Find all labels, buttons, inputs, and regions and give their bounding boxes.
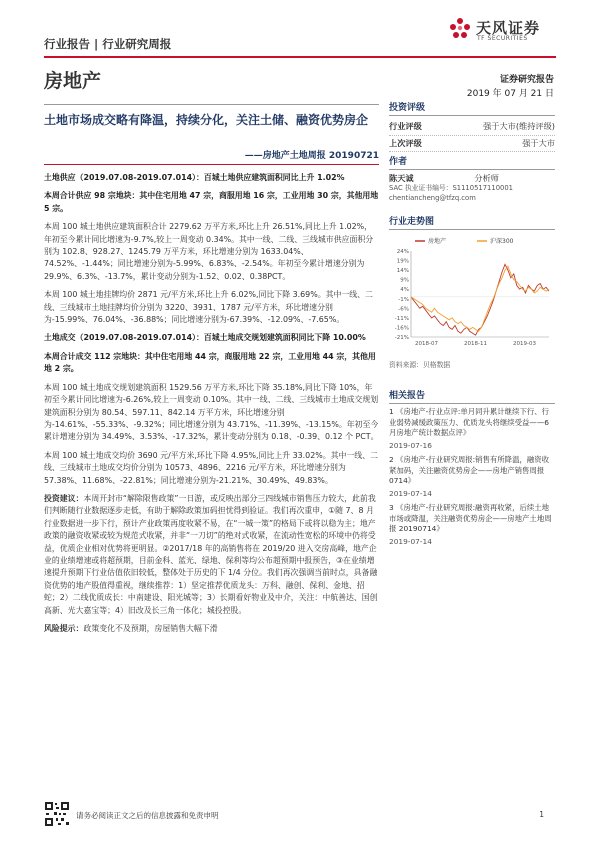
related-report-date: 2019-07-14 (389, 537, 432, 547)
y-tick-label: -1% (398, 296, 409, 303)
logo (448, 14, 558, 44)
section-heading-transaction: 土地成交（2019.07.08-2019.07.014）：百城土地成交规划建筑面积同比下降 10.00% (44, 333, 366, 343)
related-title: 相关报告 (389, 388, 555, 404)
risk-label: 风险提示： (44, 624, 84, 633)
rating-value: 强于大市 (522, 137, 555, 148)
report-tag: 行业报告 | 行业研究周报 (44, 37, 172, 51)
rating-key: 上次评级 (389, 137, 422, 148)
author-line (389, 173, 555, 184)
transaction-summary: 本周合计成交 112 宗地块：其中住宅用地 44 宗，商服用地 22 宗，工业用地 44 宗，其他用地 2 宗。 (44, 351, 376, 374)
y-tick-label: -16% (394, 325, 409, 332)
investment-advice (44, 493, 379, 617)
industry-category: 房地产 (44, 70, 102, 92)
rating-title: 投资评级 (389, 100, 555, 116)
y-tick-label: 4% (400, 287, 409, 294)
related-report[interactable]: 1 《房地产-行业点评:单月同升累计继续下行、行业弱势减缓政策压力、优质龙头将继续受益——6 月房地产统计数据点评》 (389, 407, 550, 438)
rating-value: 强于大市(维持评级) (483, 121, 555, 131)
y-tick-label: 19% (396, 258, 409, 265)
trend-chart-svg (389, 233, 555, 358)
logo-text: 天风证券 (476, 19, 541, 37)
qr-code-icon (44, 801, 70, 827)
related-report-date: 2019-07-14 (389, 489, 432, 499)
transaction-price-paragraph: 本周 100 城土地成交均价 3690 元/平方米,环比下降 4.95%,同比上升 33.02%。其中一线、二线、三线城市土地成交均价分别为 10573、4896、2216 元/平方米，环比增速分别为 57.38%、11.68%、-22.81%；同比增速分别为-21.21%、30.49%、49.83%。 (44, 450, 378, 485)
chart-source: 资料来源：贝格数据 (389, 361, 451, 369)
author-role: 分析师 (474, 173, 499, 183)
title-top-rule (44, 104, 379, 105)
report-kind: 证券研究报告 (499, 75, 554, 85)
rating-key: 行业评级 (389, 121, 422, 131)
related-list (389, 407, 555, 548)
series-line-0 (411, 264, 549, 335)
trend-block (389, 214, 555, 369)
x-tick-label: 2018-11 (464, 341, 487, 347)
footer-disclaimer[interactable]: 请务必阅读正文之后的信息披露和免责申明 (76, 811, 219, 820)
related-report[interactable]: 2 《房地产-行业研究周报:销售有所降温，融资收紧加码，关注融资优势房企——房地产销售周报 0714》 (389, 454, 550, 486)
risk-text: 政策变化不及预期，房屋销售大幅下滑 (83, 624, 218, 633)
legend-label: 沪深300 (490, 238, 514, 245)
author-block (389, 154, 555, 204)
y-tick-label: 14% (396, 268, 409, 275)
y-tick-label: 24% (396, 249, 409, 255)
trend-chart (389, 233, 555, 358)
trend-title: 行业走势图 (389, 214, 555, 230)
rating-row (389, 119, 555, 136)
advice-text: 本周开封市“解除限售政策”一日游，或反映出部分三四线城市销售压力较大，此前我们判断随行业数据逐步走低，有助于解除政策加码担忧得到验证。我们再次重申，①随 7、8 月行业数据进一步下行，预计产业政策再度收紧不易，在“一城一策”的格局下或将以稳为主；地产政策的融资收紧或较为规范式收紧，并非“一刀切”的绝对式收紧，在流动性宽松的环境中仍将受益，优质企业相对优势将更明显。②2017/18 年的高销售将在 2019/20 进入交房高峰，地产企业的业绩增速或将超预期，目前金科、蓝光、绿地、保利等均公布超预期中报预告，③在业绩增速提升预期下行业估值依旧较低，整体处于历史的下 1/4 分位。我们再次强调当前时点，具备融资优势的地产股值得重视，继续推荐：1）坚定推荐优质龙头：万科、融创、保利、金地、招蛇；2）二线优质成长：中南建设、阳光城等；3）长期看好物业及中介，关注：中航善达、国创高新、光大嘉宝等；4）旧改及长三角一体化；城投控股。 (44, 493, 378, 615)
series-line-1 (411, 266, 549, 331)
supply-price-paragraph: 本周 100 城土地挂牌均价 2871 元/平方米,环比上升 6.02%,同比下降 3.69%。其中一线、二线、三线城市土地挂牌均价分别为 3220、3931、1787 元/平方米，环比增速分别为-15.99%、76.04%、-36.88%；同比增速分别为-67.39%、-12.09%、-7.65%。 (44, 290, 373, 325)
author-sac: SAC 执业证书编号：S1110517110001 (389, 184, 513, 192)
advice-label: 投资建议： (44, 493, 84, 503)
tf-logo-icon (448, 16, 472, 40)
related-report[interactable]: 3 《房地产-行业研究周报:融资再收紧，后续土地市场或降温，关注融资优势房企——房地产土地周报 20190714》 (389, 502, 552, 534)
report-subtitle: ——房地产土地周报 20190721 (244, 151, 379, 161)
supply-area-paragraph: 本周 100 城土地供应建筑面积合计 2279.62 万平方米,环比上升 26.51%,同比上升 1.02%，年初至今累计同比增速为-9.7%,较上一周变动 0.34%。其中一线、二线、三线城市供应面积分别为 102.8、928.27、1245.79 万平方米，环比增速分别为 1633.04%、74.52%、-1.44%；同比增速分别为-5.99%、6.83%、-2.54%。年初至今累计增速分别为 29.9%、6.3%、-13.7%，累计变动分别为-1.52、0.02、0.38PCT。 (44, 222, 374, 281)
author-email[interactable]: chentiancheng@tfzq.com (389, 193, 476, 202)
rating-block (389, 100, 555, 152)
y-tick-label: -11% (394, 315, 409, 322)
x-tick-label: 2019-03 (513, 341, 536, 347)
supply-summary: 本周合计供应 98 宗地块：其中住宅用地 47 宗，商服用地 16 宗，工业用地 30 宗，其他用地 5 宗。 (44, 191, 379, 213)
title-rule (44, 164, 379, 165)
risk-notice (44, 623, 379, 635)
logo-subtext: TF SECURITIES (477, 35, 528, 42)
y-tick-label: 9% (400, 277, 409, 284)
report-date: 2019 年 07 月 21 日 (466, 89, 554, 99)
related-block (389, 388, 555, 551)
author-name: 陈天诚 (389, 173, 414, 183)
header-rule (44, 56, 556, 58)
y-tick-label: -6% (398, 306, 409, 313)
transaction-area-paragraph: 本周 100 城土地成交规划建筑面积 1529.56 万平方米,环比下降 35.18%,同比下降 10%，年初至今累计同比增速为-6.26%,较上一周变动 0.10%。其中一线、二线、三线城市土地成交规划建筑面积分别为 80.54、597.11、842.14 万平方米，环比增速分别为-14.61%、-55.33%、-9.32%；同比增速分别为 43.71%、-11.39%、-13.15%。年初至今累计增速分别为 34.49%、3.53%、-17.32%，累计变动分别为 0.18、-0.39、0.12 个 PCT。 (44, 382, 379, 442)
y-tick-label: -21% (394, 335, 409, 341)
related-report-date: 2019-07-16 (389, 441, 432, 451)
rating-row (389, 136, 555, 153)
report-title: 土地市场成交略有降温，持续分化，关注土储、融资优势房企 (44, 113, 369, 127)
section-heading-supply: 土地供应（2019.07.08-2019.07.014）：百城土地供应建筑面积同比上升 1.02% (44, 173, 345, 182)
legend-label: 房地产 (428, 238, 447, 245)
page-number: 1 (539, 810, 544, 819)
main-body (44, 172, 379, 641)
x-tick-label: 2018-07 (415, 341, 438, 347)
author-title: 作者 (389, 154, 555, 170)
